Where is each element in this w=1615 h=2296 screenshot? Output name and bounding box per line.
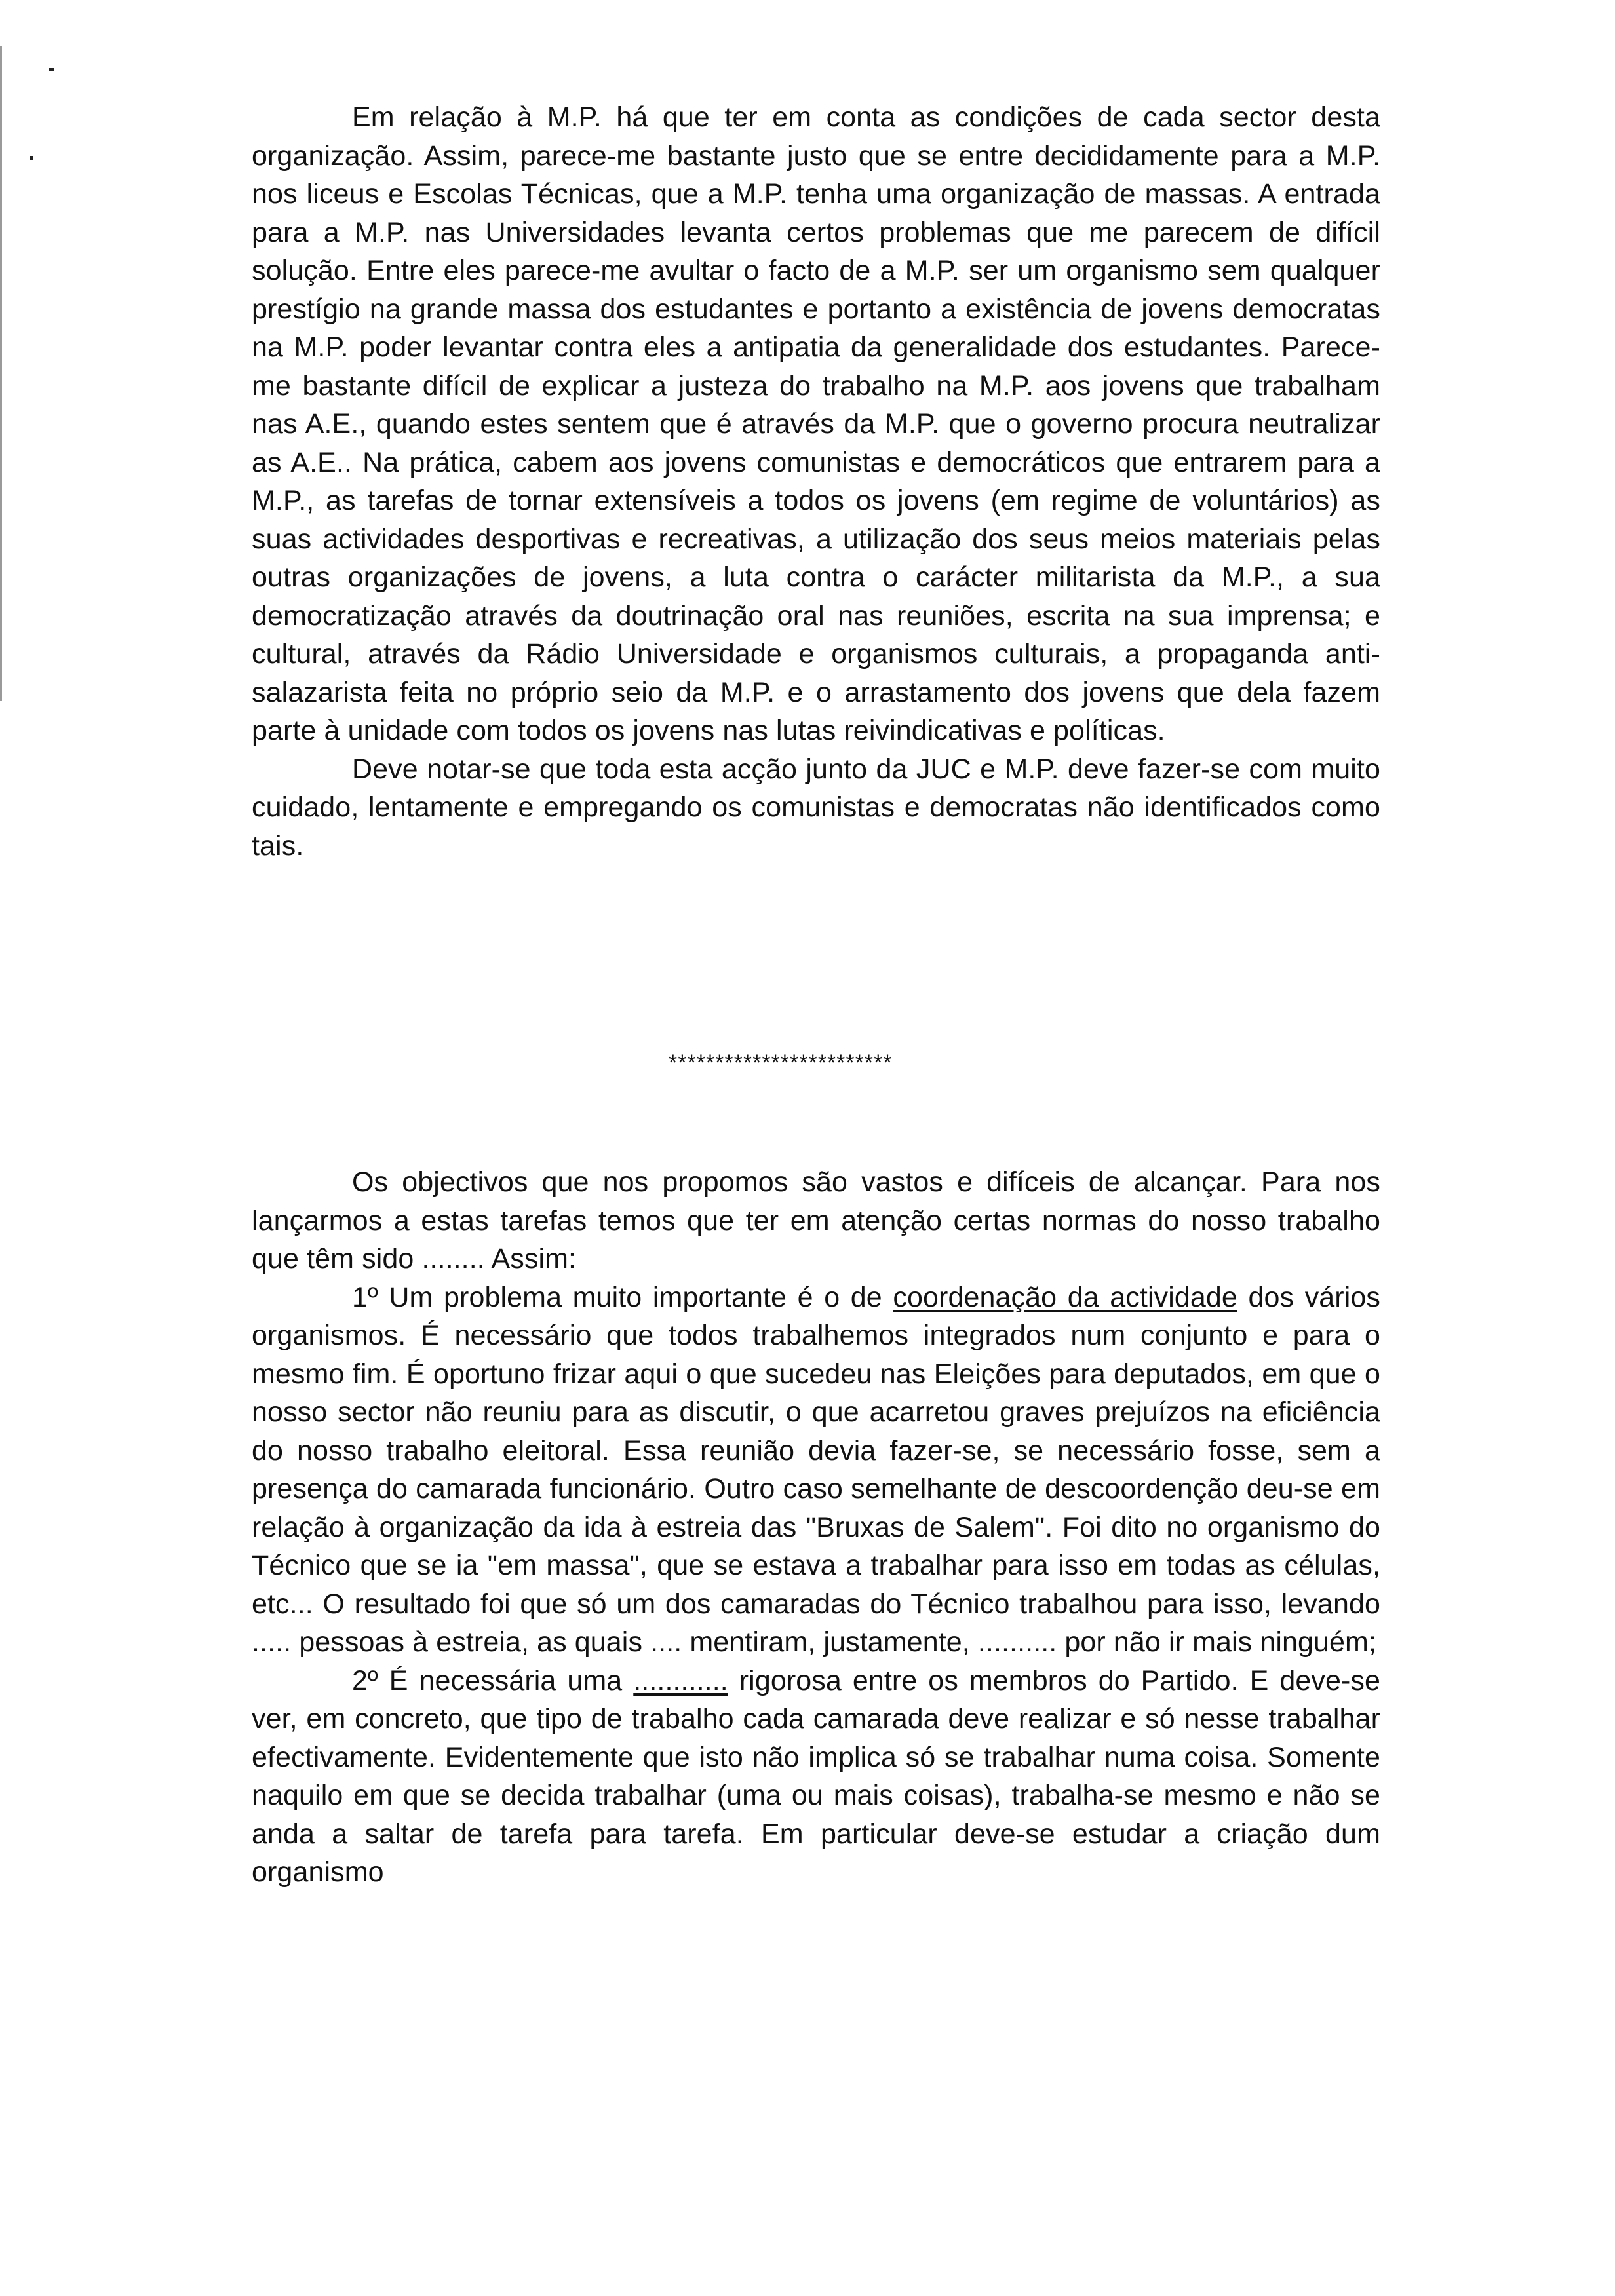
text-block-bottom: [252, 1163, 1380, 1892]
scan-speck: [49, 68, 54, 71]
point-1-underlined-phrase: coordenação da actividade: [893, 1281, 1237, 1313]
text-block-top: [252, 98, 1380, 865]
point-1-lead: 1º Um problema muito importante é o de: [352, 1281, 893, 1313]
point-1-rest: dos vários organismos. É necessário que todos trabalhemos integrados num conjunto e para o mesmo fim. É oportuno frizar aqui o que sucedeu nas Eleições para deputados, em que o nosso sector não reuniu para as discutir, o que acarretou graves prejuízos na eficiência do nosso trabalho eleitoral. Essa reunião devia fazer-se, se necessário fosse, sem a presença do camarada funcionário. Outro caso semelhante de descoordenção deu-se em relação à organização da ida à estreia das "Bruxas de Salem". Foi dito no organismo do Técnico que se ia "em massa", que se estava a trabalhar para isso em todas as células, etc... O resultado foi que só um dos camaradas do Técnico trabalhou para isso, levando ..... pessoas à estreia, as quais .... mentiram, justamente, .......... por não ir mais ninguém;: [252, 1281, 1380, 1658]
paragraph-caution-note: Deve notar-se que toda esta acção junto da JUC e M.P. deve fazer-se com muito cuidado, lentamente e empregando os comunistas e democratas não identificados como tais.: [252, 753, 1380, 862]
scan-margin-line: [0, 46, 2, 701]
paragraph-point-1: [252, 1278, 1380, 1662]
point-2-rest: rigorosa entre os membros do Partido. E deve-se ver, em concreto, que tipo de trabalho cada camarada deve realizar e só nesse trabalhar efectivamente. Evidentemente que isto não implica só se trabalhar numa coisa. Somente naquilo em que se decida trabalhar (uma ou mais coisas), trabalha-se mesmo e não se anda a saltar de tarefa para tarefa. Em particular deve-se estudar a criação dum organismo: [252, 1664, 1381, 1888]
paragraph-objectives: Os objectivos que nos propomos são vastos e difíceis de alcançar. Para nos lançarmos a estas tarefas temos que ter em atenção certas normas do nosso trabalho que têm sido ........ Assim:: [252, 1166, 1380, 1274]
section-separator: ************************: [669, 1050, 893, 1075]
paragraph-mp-organization: Em relação à M.P. há que ter em conta as condições de cada sector desta organização. Assim, parece-me bastante justo que se entre decididamente para a M.P. nos liceus e Escolas Técnicas, que a M.P. tenha uma organização de massas. A entrada para a M.P. nas Universidades levanta certos problemas que me parecem de difícil solução. Entre eles parece-me avultar o facto de a M.P. ser um organismo sem qualquer prestígio na grande massa dos estudantes e portanto a existência de jovens democratas na M.P. poder levantar contra eles a antipatia da generalidade dos estudantes. Parece-me bastante difícil de explicar a justeza do trabalho na M.P. aos jovens que trabalham nas A.E., quando estes sentem que é através da M.P. que o governo procura neutralizar as A.E.. Na prática, cabem aos jovens comunistas e democráticos que entrarem para a M.P., as tarefas de tornar extensíveis a todos os jovens (em regime de voluntários) as suas actividades desportivas e recreativas, a utilização dos seus meios materiais pelas outras organizações de jovens, a luta contra o carácter militarista da M.P., a sua democratização através da doutrinação oral nas reuniões, escrita na sua imprensa; e cultural, através da Rádio Universidade e organismos culturais, a propaganda anti-salazarista feita no próprio seio da M.P. e o arrastamento dos jovens que dela fazem parte à unidade com todos os jovens nas lutas reivindicativas e políticas.: [252, 102, 1380, 746]
paragraph-point-2: [252, 1662, 1380, 1892]
scan-speck: [30, 156, 33, 160]
point-2-lead: 2º É necessária uma: [352, 1664, 634, 1696]
point-2-underlined-blank: ............: [633, 1664, 728, 1696]
